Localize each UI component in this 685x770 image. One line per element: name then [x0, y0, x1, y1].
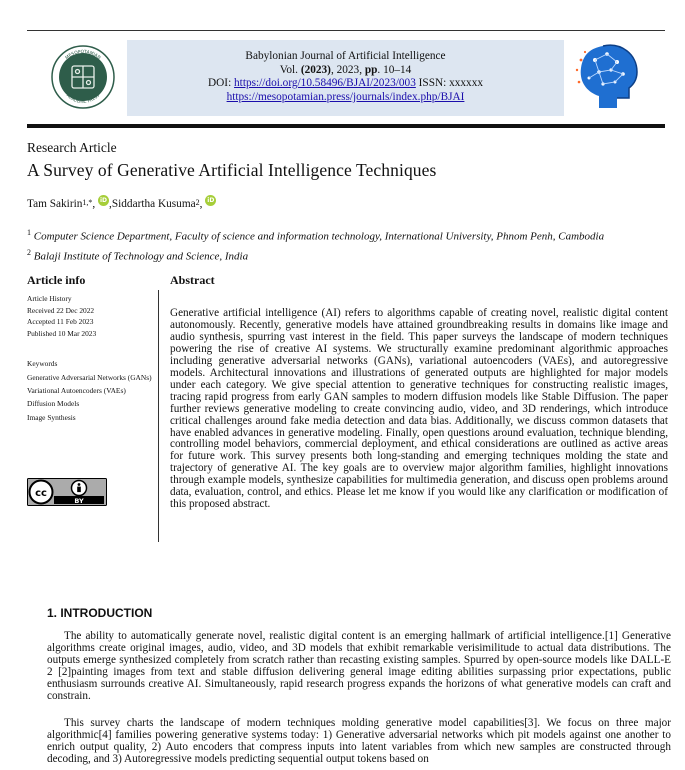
abstract-heading: Abstract: [170, 273, 215, 287]
keyword-item: Generative Adversarial Networks (GANs): [27, 372, 152, 382]
intro-paragraph-1: The ability to automatically generate novel, realistic digital content is an emerging hallmark of artificial intelligence.[1] Generative algorithms create original images, audio, video, and 3D models that exhibit remarkable verisimilitude to actual data distributions. The outputs emerge synthesized completely from scratch rather than recasting existing samples. Spurred by open-source models like DALL-E 2 [2]painting images from text and stable diffusion delivering general image editing abilities surpassing prior expectations, public enthusiasm surrounds creative AI. Simultaneously, rapid research progress expands the horizons of what generative models can craft and constrain.: [47, 630, 671, 703]
affiliation-1: $^1$ Computer Science Department, Faculty of science and information technology, International University, Phnom Penh, Cambodia: [27, 228, 605, 243]
paper-title: A Survey of Generative Artificial Intelligence Techniques: [27, 160, 437, 180]
brain-logo-icon: [573, 40, 645, 114]
received-date: Received 22 Dec 2022: [27, 305, 95, 315]
abstract-text: Generative artificial intelligence (AI) refers to algorithms capable of creating novel, realistic digital content autonomously. Recently, generative models have attained groundbreaking results in domains like image and audio synthesis, spurring vast interest in the field. This paper surveys the landscape of modern techniques powering the rise of creative AI systems. We structurally examine predominant algorithmic approaches including generative adversarial networks (GANs), variational autoencoders (VAEs), and autoregressive models. Architectural innovations and illustrations of generated outputs are highlighted for major models under each category. We give special attention to generative techniques for constructing realistic images, tracing rapid progress from early GAN samples to modern diffusion models like Stable Diffusion. The paper further reviews generative modeling to create convincing audio, video, and 3D renderings, which introduce critical challenges around fake media detection and data bias. Additionally, we discuss common datasets that have enabled advances in generative modeling. Finally, open questions around evaluation, technique blending, controlling model behaviors, commercial deployment, and ethical considerations are outlined as active areas for future work. This survey presents both long-standing and emerging techniques molding the state and trajectory of generative AI. The key goals are to overview major algorithm families, highlight innovations through example models, synthesize capabilities for multimedia generation, and discuss open problems around data, evaluation, control, and ethics. Please let me know if you would like any clarification or modification of this proposed abstract.: [170, 307, 668, 511]
article-info-heading: Article info: [27, 273, 86, 287]
cc-by-label: BY: [74, 497, 84, 505]
article-type: Research Article: [27, 140, 117, 155]
pages-label: pp: [364, 63, 378, 76]
column-divider: [158, 290, 159, 542]
accepted-date: Accepted 11 Feb 2023: [27, 317, 94, 326]
author-1: Tam Sakirin: [27, 198, 83, 210]
svg-text:MESOPOTAMIAN: MESOPOTAMIAN: [64, 49, 102, 61]
cc-by-license-icon[interactable]: [27, 478, 107, 506]
author-2-affiliation: 2: [195, 198, 200, 207]
top-rule: [27, 30, 665, 31]
pages-value: . 10–14: [377, 63, 412, 76]
issn: ISSN: xxxxxx: [415, 77, 484, 90]
keyword-item: Diffusion Models: [27, 399, 80, 409]
author-2: Siddartha Kusuma: [111, 198, 196, 210]
author-line: Tam Sakirin 1,* , iD , Siddartha Kusuma 2 , iD: [27, 197, 215, 210]
introduction-heading: 1. INTRODUCTION: [47, 606, 153, 620]
doi-link[interactable]: https://doi.org/10.58496/BJAI/2023/003: [234, 77, 416, 90]
article-info-column: [27, 293, 152, 426]
volume-line: Vol. (2023), 2023, pp. 10–14: [279, 63, 412, 76]
svg-text:ACADEMIC PRESS: ACADEMIC PRESS: [65, 92, 101, 105]
intro-paragraph-2: This survey charts the landscape of modern techniques molding generative model capabilities[3]. We focus on three major algorithmic[4] families powering generative systems today: 1) Generative adversarial networks which pit models against one another to enrich output quality, 2) Auto encoders that compress inputs into latent variables from which new samples are constructed through decoding, and 3) Autoregressive models predicting sequential output tokens based on: [47, 717, 671, 766]
keyword-item: Image Synthesis: [27, 412, 76, 422]
keyword-item: Variational Autoencoders (VAEs): [27, 385, 126, 395]
published-date: Published 10 Mar 2023: [27, 328, 97, 338]
article-history-label: Article History: [27, 294, 72, 303]
author-1-affiliation: 1,*: [82, 198, 93, 207]
header-thick-rule: [27, 124, 665, 128]
journal-url-link[interactable]: https://mesopotamian.press/journals/index.php/BJAI: [226, 90, 465, 103]
orcid-icon[interactable]: iD: [100, 197, 108, 204]
orcid-icon[interactable]: iD: [207, 197, 215, 204]
doi-line: DOI: https://doi.org/10.58496/BJAI/2023/003 ISSN: xxxxxx: [207, 77, 484, 90]
volume-value: (2023): [300, 63, 331, 76]
journal-info: [127, 50, 564, 104]
publisher-seal-icon: [51, 45, 115, 109]
journal-name: Babylonian Journal of Artificial Intelligence: [245, 50, 446, 62]
svg-text:cc: cc: [35, 488, 47, 499]
affiliation-2: $^2$ Balaji Institute of Technology and Science, India: [27, 248, 249, 263]
keywords-label: Keywords: [27, 359, 58, 368]
journal-url-line: [127, 91, 564, 105]
